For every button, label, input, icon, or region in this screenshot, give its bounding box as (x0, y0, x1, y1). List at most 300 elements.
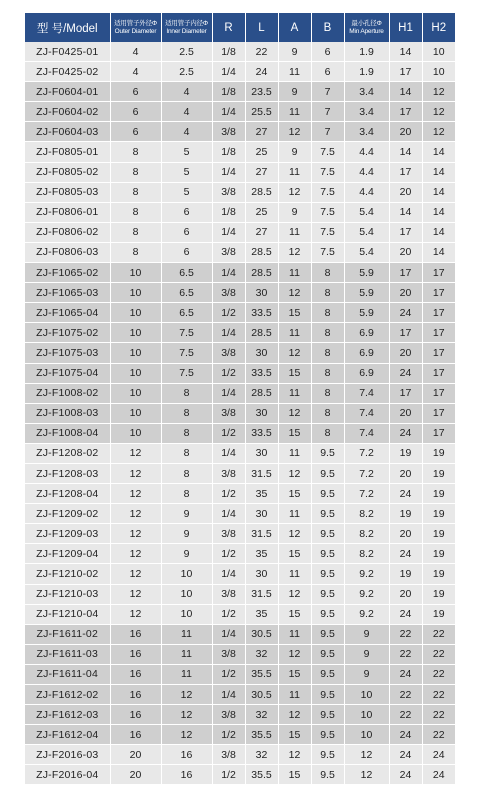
table-row (25, 544, 455, 564)
cell-min-aperture: 5.9 (344, 263, 389, 283)
cell-model: ZJ-F1075-02 (25, 323, 110, 343)
cell-model: ZJ-F0604-02 (25, 102, 110, 122)
cell-inner-diameter: 2.5 (161, 62, 212, 82)
cell-h1: 22 (389, 685, 422, 705)
cell-outer-diameter: 10 (110, 363, 161, 383)
cell-h1: 22 (389, 644, 422, 664)
cell-h2: 17 (422, 363, 455, 383)
cell-a: 15 (278, 765, 311, 785)
cell-model: ZJ-F1065-03 (25, 283, 110, 303)
cell-model: ZJ-F0806-01 (25, 202, 110, 222)
cell-outer-diameter: 12 (110, 604, 161, 624)
cell-inner-diameter: 4 (161, 122, 212, 142)
table-row (25, 484, 455, 504)
cell-r: 1/2 (212, 484, 245, 504)
cell-l: 33.5 (245, 423, 278, 443)
cell-h2: 19 (422, 604, 455, 624)
cell-a: 11 (278, 263, 311, 283)
cell-inner-diameter: 5 (161, 142, 212, 162)
table-row (25, 644, 455, 664)
cell-h1: 17 (389, 383, 422, 403)
cell-model: ZJ-F2016-04 (25, 765, 110, 785)
cell-b: 7 (311, 102, 344, 122)
cell-min-aperture: 3.4 (344, 82, 389, 102)
cell-model: ZJ-F1208-04 (25, 484, 110, 504)
cell-min-aperture: 6.9 (344, 323, 389, 343)
cell-h2: 19 (422, 564, 455, 584)
cell-outer-diameter: 8 (110, 202, 161, 222)
cell-model: ZJ-F1209-02 (25, 504, 110, 524)
cell-a: 15 (278, 363, 311, 383)
cell-h2: 17 (422, 303, 455, 323)
cell-b: 8 (311, 363, 344, 383)
cell-r: 1/4 (212, 162, 245, 182)
cell-r: 3/8 (212, 705, 245, 725)
cell-r: 3/8 (212, 182, 245, 202)
cell-inner-diameter: 9 (161, 504, 212, 524)
table-row (25, 363, 455, 383)
cell-l: 28.5 (245, 242, 278, 262)
header-h1: H1 (389, 13, 422, 42)
cell-r: 3/8 (212, 644, 245, 664)
cell-min-aperture: 8.2 (344, 524, 389, 544)
cell-b: 8 (311, 343, 344, 363)
table-row (25, 443, 455, 463)
cell-h2: 17 (422, 283, 455, 303)
cell-r: 3/8 (212, 242, 245, 262)
cell-min-aperture: 9 (344, 664, 389, 684)
cell-h1: 17 (389, 323, 422, 343)
cell-outer-diameter: 8 (110, 162, 161, 182)
cell-outer-diameter: 6 (110, 102, 161, 122)
table-row (25, 242, 455, 262)
cell-min-aperture: 9.2 (344, 564, 389, 584)
cell-model: ZJ-F1611-03 (25, 644, 110, 664)
cell-min-aperture: 6.9 (344, 363, 389, 383)
cell-inner-diameter: 4 (161, 102, 212, 122)
cell-h2: 19 (422, 524, 455, 544)
cell-inner-diameter: 12 (161, 725, 212, 745)
cell-a: 15 (278, 423, 311, 443)
cell-h2: 10 (422, 62, 455, 82)
cell-r: 1/2 (212, 363, 245, 383)
cell-outer-diameter: 12 (110, 524, 161, 544)
cell-min-aperture: 4.4 (344, 182, 389, 202)
cell-r: 1/8 (212, 42, 245, 62)
header-b: B (311, 13, 344, 42)
cell-l: 31.5 (245, 524, 278, 544)
cell-inner-diameter: 6.5 (161, 263, 212, 283)
cell-l: 33.5 (245, 363, 278, 383)
table-row (25, 202, 455, 222)
cell-b: 9.5 (311, 765, 344, 785)
cell-h2: 10 (422, 42, 455, 62)
cell-min-aperture: 1.9 (344, 62, 389, 82)
cell-h2: 22 (422, 664, 455, 684)
table-row (25, 685, 455, 705)
cell-b: 7.5 (311, 142, 344, 162)
cell-outer-diameter: 12 (110, 443, 161, 463)
cell-b: 8 (311, 303, 344, 323)
cell-h2: 24 (422, 765, 455, 785)
cell-h1: 17 (389, 102, 422, 122)
cell-h1: 20 (389, 343, 422, 363)
cell-a: 11 (278, 222, 311, 242)
cell-inner-diameter: 8 (161, 403, 212, 423)
cell-h1: 24 (389, 303, 422, 323)
cell-h1: 20 (389, 242, 422, 262)
cell-b: 9.5 (311, 725, 344, 745)
cell-inner-diameter: 10 (161, 584, 212, 604)
header-min-aperture: 最小孔径Φ Min Aperture (344, 13, 389, 42)
cell-outer-diameter: 16 (110, 705, 161, 725)
cell-r: 1/2 (212, 604, 245, 624)
cell-h1: 24 (389, 765, 422, 785)
cell-a: 9 (278, 82, 311, 102)
cell-r: 1/2 (212, 544, 245, 564)
cell-h1: 14 (389, 82, 422, 102)
cell-a: 12 (278, 403, 311, 423)
cell-a: 11 (278, 685, 311, 705)
cell-model: ZJ-F1008-04 (25, 423, 110, 443)
table-row (25, 504, 455, 524)
cell-h2: 12 (422, 82, 455, 102)
cell-inner-diameter: 6.5 (161, 283, 212, 303)
cell-model: ZJ-F1611-04 (25, 664, 110, 684)
cell-h1: 20 (389, 403, 422, 423)
cell-b: 7.5 (311, 222, 344, 242)
table-row (25, 624, 455, 644)
cell-min-aperture: 7.2 (344, 463, 389, 483)
cell-b: 7.5 (311, 242, 344, 262)
cell-b: 8 (311, 283, 344, 303)
header-h2: H2 (422, 13, 455, 42)
cell-r: 1/2 (212, 303, 245, 323)
cell-inner-diameter: 8 (161, 383, 212, 403)
cell-inner-diameter: 9 (161, 544, 212, 564)
cell-b: 9.5 (311, 644, 344, 664)
cell-l: 31.5 (245, 584, 278, 604)
cell-b: 9.5 (311, 524, 344, 544)
cell-min-aperture: 8.2 (344, 544, 389, 564)
cell-a: 11 (278, 102, 311, 122)
cell-b: 9.5 (311, 504, 344, 524)
cell-h1: 17 (389, 263, 422, 283)
cell-a: 15 (278, 484, 311, 504)
cell-outer-diameter: 12 (110, 463, 161, 483)
cell-min-aperture: 7.2 (344, 484, 389, 504)
cell-b: 7.5 (311, 202, 344, 222)
cell-b: 8 (311, 263, 344, 283)
cell-model: ZJ-F1008-02 (25, 383, 110, 403)
cell-model: ZJ-F1210-02 (25, 564, 110, 584)
table-row (25, 42, 455, 62)
cell-model: ZJ-F0805-03 (25, 182, 110, 202)
cell-l: 30 (245, 564, 278, 584)
cell-h1: 24 (389, 544, 422, 564)
cell-a: 15 (278, 664, 311, 684)
cell-h1: 20 (389, 122, 422, 142)
cell-inner-diameter: 10 (161, 564, 212, 584)
cell-r: 3/8 (212, 584, 245, 604)
cell-r: 1/2 (212, 423, 245, 443)
cell-b: 6 (311, 42, 344, 62)
table-row (25, 343, 455, 363)
cell-l: 27 (245, 222, 278, 242)
cell-l: 35 (245, 544, 278, 564)
cell-min-aperture: 7.2 (344, 443, 389, 463)
cell-r: 1/4 (212, 685, 245, 705)
cell-b: 7.5 (311, 182, 344, 202)
cell-model: ZJ-F1612-02 (25, 685, 110, 705)
cell-b: 6 (311, 62, 344, 82)
cell-model: ZJ-F0805-02 (25, 162, 110, 182)
cell-h1: 22 (389, 705, 422, 725)
cell-h1: 17 (389, 62, 422, 82)
cell-a: 15 (278, 303, 311, 323)
cell-r: 3/8 (212, 524, 245, 544)
header-model: 型 号/Model (25, 13, 110, 42)
cell-a: 12 (278, 463, 311, 483)
cell-l: 28.5 (245, 383, 278, 403)
cell-outer-diameter: 8 (110, 142, 161, 162)
cell-inner-diameter: 6 (161, 202, 212, 222)
cell-min-aperture: 3.4 (344, 102, 389, 122)
cell-r: 1/4 (212, 263, 245, 283)
cell-min-aperture: 9 (344, 624, 389, 644)
cell-inner-diameter: 10 (161, 604, 212, 624)
table-row (25, 82, 455, 102)
cell-min-aperture: 12 (344, 745, 389, 765)
cell-a: 12 (278, 283, 311, 303)
cell-a: 12 (278, 524, 311, 544)
cell-a: 12 (278, 122, 311, 142)
cell-h2: 12 (422, 122, 455, 142)
cell-min-aperture: 4.4 (344, 162, 389, 182)
cell-model: ZJ-F0604-01 (25, 82, 110, 102)
cell-a: 9 (278, 142, 311, 162)
cell-h2: 19 (422, 504, 455, 524)
cell-outer-diameter: 16 (110, 725, 161, 745)
cell-h2: 19 (422, 463, 455, 483)
cell-model: ZJ-F1008-03 (25, 403, 110, 423)
cell-a: 12 (278, 644, 311, 664)
cell-r: 1/4 (212, 62, 245, 82)
spec-table (25, 13, 455, 785)
cell-h2: 14 (422, 162, 455, 182)
cell-r: 3/8 (212, 283, 245, 303)
cell-l: 27 (245, 122, 278, 142)
cell-h2: 17 (422, 263, 455, 283)
table-row (25, 584, 455, 604)
cell-h2: 17 (422, 343, 455, 363)
cell-a: 12 (278, 182, 311, 202)
cell-min-aperture: 5.4 (344, 202, 389, 222)
cell-h2: 14 (422, 202, 455, 222)
cell-r: 1/4 (212, 443, 245, 463)
cell-a: 9 (278, 42, 311, 62)
cell-r: 1/2 (212, 765, 245, 785)
cell-b: 8 (311, 403, 344, 423)
cell-outer-diameter: 16 (110, 685, 161, 705)
cell-h2: 22 (422, 644, 455, 664)
cell-model: ZJ-F1065-02 (25, 263, 110, 283)
cell-outer-diameter: 12 (110, 544, 161, 564)
table-row (25, 765, 455, 785)
cell-min-aperture: 5.9 (344, 283, 389, 303)
table-row (25, 263, 455, 283)
cell-min-aperture: 9.2 (344, 584, 389, 604)
cell-l: 25 (245, 202, 278, 222)
cell-a: 11 (278, 383, 311, 403)
cell-a: 11 (278, 443, 311, 463)
header-inner-diameter: 适用管子内径Φ Inner Diameter (161, 13, 212, 42)
cell-r: 1/8 (212, 142, 245, 162)
cell-inner-diameter: 8 (161, 463, 212, 483)
cell-a: 12 (278, 745, 311, 765)
cell-model: ZJ-F0806-03 (25, 242, 110, 262)
cell-model: ZJ-F0805-01 (25, 142, 110, 162)
cell-inner-diameter: 12 (161, 705, 212, 725)
table-row (25, 463, 455, 483)
cell-h2: 22 (422, 624, 455, 644)
cell-outer-diameter: 10 (110, 343, 161, 363)
cell-model: ZJ-F0425-01 (25, 42, 110, 62)
header-l: L (245, 13, 278, 42)
cell-h1: 19 (389, 564, 422, 584)
cell-h1: 20 (389, 463, 422, 483)
table-row (25, 705, 455, 725)
table-row (25, 423, 455, 443)
cell-h2: 12 (422, 102, 455, 122)
spec-table-container (25, 13, 455, 785)
cell-h1: 24 (389, 664, 422, 684)
cell-min-aperture: 10 (344, 705, 389, 725)
cell-outer-diameter: 10 (110, 263, 161, 283)
cell-a: 12 (278, 584, 311, 604)
cell-l: 33.5 (245, 303, 278, 323)
cell-r: 3/8 (212, 122, 245, 142)
cell-a: 11 (278, 624, 311, 644)
cell-outer-diameter: 10 (110, 283, 161, 303)
cell-a: 11 (278, 323, 311, 343)
cell-inner-diameter: 12 (161, 685, 212, 705)
cell-inner-diameter: 4 (161, 82, 212, 102)
cell-h1: 24 (389, 363, 422, 383)
cell-l: 32 (245, 705, 278, 725)
cell-outer-diameter: 10 (110, 303, 161, 323)
cell-a: 11 (278, 564, 311, 584)
cell-outer-diameter: 4 (110, 62, 161, 82)
cell-outer-diameter: 6 (110, 122, 161, 142)
cell-min-aperture: 5.9 (344, 303, 389, 323)
cell-h1: 24 (389, 604, 422, 624)
cell-h1: 20 (389, 524, 422, 544)
cell-outer-diameter: 6 (110, 82, 161, 102)
cell-model: ZJ-F1209-04 (25, 544, 110, 564)
cell-min-aperture: 9 (344, 644, 389, 664)
cell-min-aperture: 5.4 (344, 222, 389, 242)
cell-min-aperture: 5.4 (344, 242, 389, 262)
cell-r: 1/2 (212, 725, 245, 745)
cell-outer-diameter: 10 (110, 323, 161, 343)
cell-a: 11 (278, 162, 311, 182)
table-row (25, 725, 455, 745)
cell-min-aperture: 3.4 (344, 122, 389, 142)
cell-min-aperture: 7.4 (344, 383, 389, 403)
cell-l: 35.5 (245, 664, 278, 684)
cell-b: 9.5 (311, 443, 344, 463)
cell-b: 8 (311, 323, 344, 343)
cell-b: 8 (311, 383, 344, 403)
cell-h1: 22 (389, 624, 422, 644)
cell-l: 35.5 (245, 725, 278, 745)
cell-outer-diameter: 4 (110, 42, 161, 62)
cell-b: 8 (311, 423, 344, 443)
cell-inner-diameter: 8 (161, 443, 212, 463)
cell-inner-diameter: 9 (161, 524, 212, 544)
cell-min-aperture: 8.2 (344, 504, 389, 524)
cell-b: 9.5 (311, 664, 344, 684)
cell-model: ZJ-F1075-04 (25, 363, 110, 383)
cell-model: ZJ-F0425-02 (25, 62, 110, 82)
cell-h2: 14 (422, 222, 455, 242)
cell-outer-diameter: 10 (110, 423, 161, 443)
table-row (25, 745, 455, 765)
table-body (25, 42, 455, 785)
table-row (25, 142, 455, 162)
cell-a: 9 (278, 202, 311, 222)
cell-min-aperture: 4.4 (344, 142, 389, 162)
cell-h2: 17 (422, 423, 455, 443)
cell-h2: 14 (422, 242, 455, 262)
cell-h1: 20 (389, 182, 422, 202)
cell-l: 24 (245, 62, 278, 82)
cell-h1: 24 (389, 484, 422, 504)
cell-inner-diameter: 11 (161, 624, 212, 644)
cell-r: 1/8 (212, 202, 245, 222)
cell-h1: 14 (389, 202, 422, 222)
cell-model: ZJ-F1612-04 (25, 725, 110, 745)
cell-r: 3/8 (212, 745, 245, 765)
cell-h1: 19 (389, 443, 422, 463)
cell-l: 35 (245, 484, 278, 504)
cell-outer-diameter: 8 (110, 222, 161, 242)
cell-h1: 17 (389, 222, 422, 242)
cell-l: 32 (245, 745, 278, 765)
cell-outer-diameter: 8 (110, 242, 161, 262)
cell-l: 28.5 (245, 263, 278, 283)
cell-l: 30 (245, 283, 278, 303)
table-row (25, 403, 455, 423)
cell-model: ZJ-F1210-03 (25, 584, 110, 604)
cell-b: 7.5 (311, 162, 344, 182)
cell-b: 7 (311, 122, 344, 142)
cell-inner-diameter: 7.5 (161, 343, 212, 363)
cell-inner-diameter: 6.5 (161, 303, 212, 323)
cell-min-aperture: 7.4 (344, 403, 389, 423)
cell-outer-diameter: 10 (110, 383, 161, 403)
cell-a: 12 (278, 705, 311, 725)
cell-r: 1/2 (212, 664, 245, 684)
cell-inner-diameter: 5 (161, 162, 212, 182)
cell-h1: 20 (389, 283, 422, 303)
cell-model: ZJ-F0604-03 (25, 122, 110, 142)
cell-h2: 17 (422, 323, 455, 343)
cell-h2: 19 (422, 584, 455, 604)
cell-b: 9.5 (311, 745, 344, 765)
cell-r: 1/4 (212, 323, 245, 343)
